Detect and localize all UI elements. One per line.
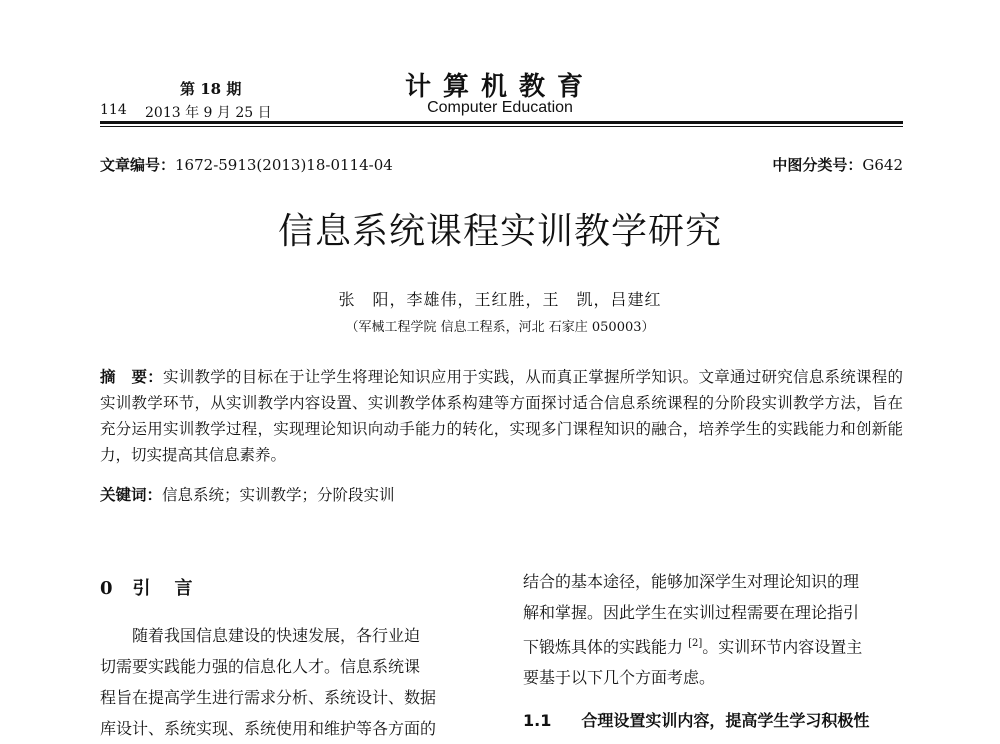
journal-title-cn: 计算机教育 <box>404 72 595 102</box>
publication-date: 2013 年 9 月 25 日 <box>145 105 272 121</box>
citation-ref[interactable]: [2] <box>688 638 703 649</box>
body-line: 切需要实践能力强的信息化人才。信息系统课 <box>100 657 421 676</box>
body-line-with-citation <box>523 628 905 662</box>
article-number-value: 1672-5913(2013)18-0114-04 <box>175 156 393 174</box>
section-0-title: 引言 <box>132 578 217 599</box>
journal-title-en: Computer Education <box>427 99 573 116</box>
body-line: 结合的基本途径，能够加深学生对理论知识的理 <box>523 572 860 591</box>
header-rule-thick <box>100 121 903 124</box>
body-text: 下锻炼具体的实践能力 <box>523 637 684 657</box>
author-list: 张 阳，李雄伟，王红胜，王 凯，吕建红 <box>338 290 662 309</box>
body-line: 库设计、系统实现、系统使用和维护等各方面的 <box>100 719 437 738</box>
body-line: 解和掌握。因此学生在实训过程需要在理论指引 <box>523 603 860 622</box>
classification-value: G642 <box>862 156 903 174</box>
body-line: 程旨在提高学生进行需求分析、系统设计、数据 <box>100 688 437 707</box>
abstract-label: 摘 要： <box>100 368 163 386</box>
body-line: 随着我国信息建设的快速发展，各行业迫 <box>132 626 421 645</box>
body-text: 。实训环节内容设置主 <box>702 637 863 657</box>
affiliation: （军械工程学院 信息工程系，河北 石家庄 050003） <box>345 320 655 335</box>
section-1-1-number: 1.1 <box>523 711 552 730</box>
keywords <box>100 482 903 508</box>
article-number-label: 文章编号： <box>100 156 176 174</box>
paper-title: 信息系统课程实训教学研究 <box>277 211 722 252</box>
section-0-heading <box>100 574 217 600</box>
section-0-number: 0 <box>100 578 113 599</box>
abstract <box>100 364 903 468</box>
keywords-label: 关键词： <box>100 486 163 504</box>
classification-number <box>772 154 903 175</box>
right-column <box>523 566 905 693</box>
article-number <box>100 154 393 175</box>
page-number: 114 <box>100 102 127 118</box>
header-rule-thin <box>100 126 903 127</box>
issue-number: 第 18 期 <box>180 80 242 98</box>
section-1-1-title: 合理设置实训内容，提高学生学习积极性 <box>581 711 870 730</box>
keywords-text: 信息系统；实训教学；分阶段实训 <box>162 486 395 504</box>
section-1-1-heading <box>523 708 869 731</box>
abstract-text: 实训教学的目标在于让学生将理论知识应用于实践，从而真正掌握所学知识。文章通过研究信息系统课程的实训教学环节，从实训教学内容设置、实训教学体系构建等方面探讨适合信息系统课程的分阶段实训教学方法，旨在充分运用实训教学过程，实现理论知识向动手能力的转化，实现多门课程知识的融合，培养学生的实践能力和创新能力，切实提高其信息素养。 <box>100 368 903 464</box>
classification-label: 中图分类号： <box>772 156 863 174</box>
body-line: 要基于以下几个方面考虑。 <box>523 668 716 688</box>
left-column <box>100 620 490 744</box>
